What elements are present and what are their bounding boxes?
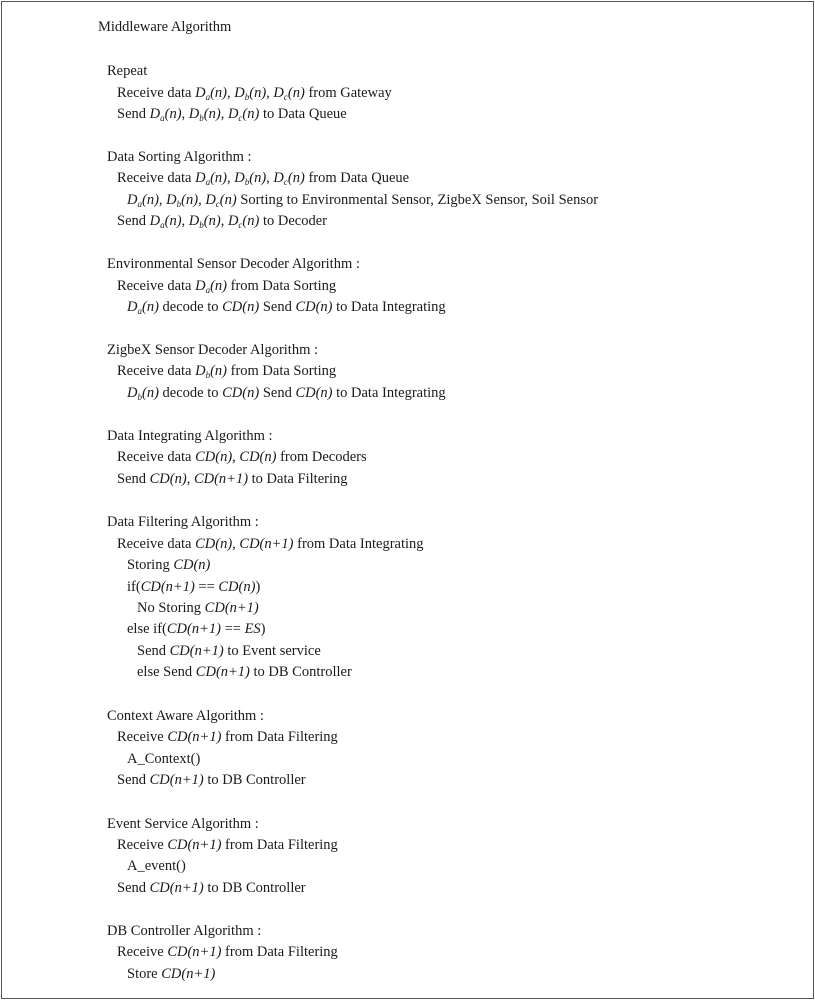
algorithm-line: Receive CD(n+1) from Data Filtering [117,729,338,745]
algorithm-line: $D_a(n)$, $D_b(n)$, $D_c(n)$ Sorting to Environmental Sensor, ZigbeX Sensor, Soil Sensor [127,192,599,209]
section-heading: Event Service Algorithm : [107,816,259,832]
section-heading: Repeat [107,63,148,79]
section-heading: Data Sorting Algorithm : [107,149,252,165]
section-heading: Context Aware Algorithm : [107,708,264,724]
algorithm-line: Receive CD(n+1) from Data Filtering [117,837,338,853]
algorithm-line: $D_a(n)$ decode to CD(n) Send CD(n) to Data Integrating [127,299,446,316]
algorithm-line: $D_b(n)$ decode to CD(n) Send CD(n) to Data Integrating [127,385,446,402]
algorithm-line: Storing CD(n) [127,557,211,573]
algorithm-line: Receive data CD(n), CD(n+1) from Data Integrating [117,536,424,552]
algorithm-line: Send CD(n), CD(n+1) to Data Filtering [117,471,348,487]
section-heading: Environmental Sensor Decoder Algorithm : [107,256,360,272]
algorithm-line: if(CD(n+1) == CD(n)) [127,579,261,595]
algorithm-line: A_Context() [127,751,201,767]
section-heading: Data Filtering Algorithm : [107,514,259,530]
algorithm-line: Send CD(n+1) to Event service [137,643,321,659]
algorithm-line: Receive data CD(n), CD(n) from Decoders [117,449,367,465]
section-heading: Data Integrating Algorithm : [107,428,273,444]
algorithm-line: Send $D_a(n)$, $D_b(n)$, $D_c(n)$ to Data Queue [117,106,347,123]
algorithm-line: Store CD(n+1) [127,966,216,982]
algorithm-line: Receive data $D_b(n)$ from Data Sorting [117,363,337,380]
algorithm-line: No Storing CD(n+1) [137,600,259,616]
algorithm-line: Receive data $D_a(n)$, $D_b(n)$, $D_c(n)$ from Data Queue [117,170,410,187]
algorithm-line: Send $D_a(n)$, $D_b(n)$, $D_c(n)$ to Decoder [117,213,327,230]
algorithm-line: Receive data $D_a(n)$ from Data Sorting [117,278,337,295]
algorithm-line: A_event() [127,858,186,874]
algorithm-line: Send CD(n+1) to DB Controller [117,772,306,788]
document-title: Middleware Algorithm [98,19,232,35]
algorithm-line: Receive data $D_a(n)$, $D_b(n)$, $D_c(n)$ from Gateway [117,85,392,102]
section-heading: DB Controller Algorithm : [107,923,262,939]
algorithm-line: else if(CD(n+1) == ES) [127,621,266,637]
section-heading: ZigbeX Sensor Decoder Algorithm : [107,342,319,358]
algorithm-line: Send CD(n+1) to DB Controller [117,880,306,896]
algorithm-line: Receive CD(n+1) from Data Filtering [117,944,338,960]
algorithm-line: else Send CD(n+1) to DB Controller [137,664,352,680]
